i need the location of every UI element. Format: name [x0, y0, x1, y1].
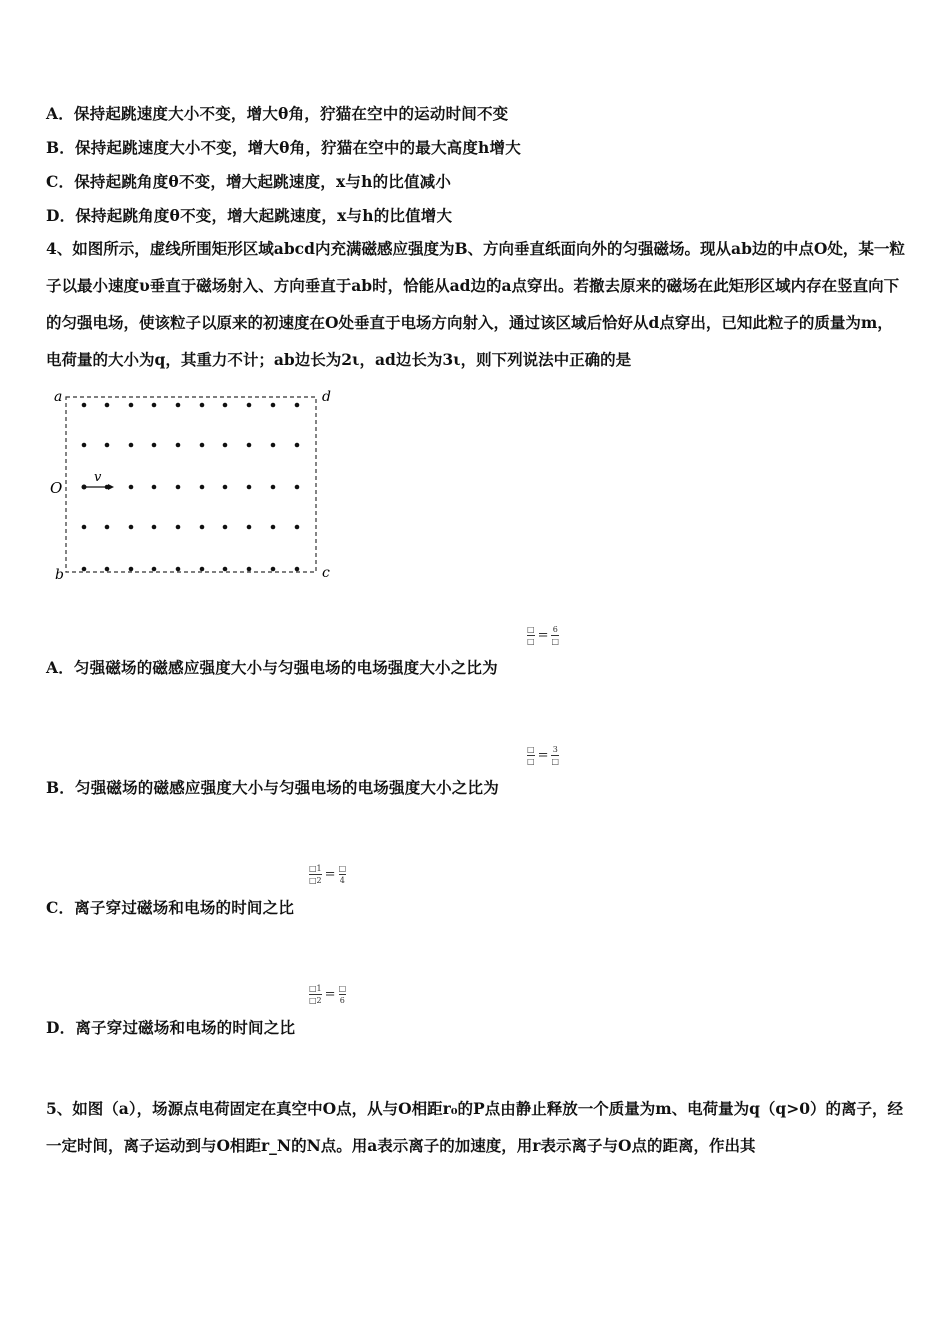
label-o: O — [50, 479, 63, 497]
field-dot — [223, 443, 228, 448]
ratio-formula-b: □ □ = 3 □ — [527, 745, 560, 766]
field-dot — [271, 485, 276, 490]
field-dot — [82, 403, 87, 408]
field-dot — [247, 443, 252, 448]
field-dot — [200, 443, 205, 448]
field-dot — [129, 485, 134, 490]
label-a: a — [54, 389, 63, 405]
field-dot — [152, 567, 157, 572]
field-dot — [152, 525, 157, 530]
q3-option-b: B．保持起跳速度大小不变，增大θ角，狞猫在空中的最大高度h增大 — [46, 138, 521, 157]
field-dot — [176, 525, 181, 530]
field-dot — [129, 525, 134, 530]
field-dot — [152, 403, 157, 408]
field-dot — [223, 567, 228, 572]
q4-stem: 4、如图所示，虚线所围矩形区域abcd内充满磁感应强度为B、方向垂直纸面向外的匀强磁场。现从ab边的中点O处，某一粒子以最小速度υ垂直于磁场射入、方向垂直于ab时，恰能从ad边的a点穿出。若撤去原来的磁场在此矩形区域内存在竖直向下的匀强电场，使该粒子以原来的初速度在O处垂直于电场方向射入，通过该区域后恰好从d点穿出，已知此粒子的质量为m，电荷量的大小为q，其重力不计；ab边长为2ι，ad边长为3ι，则下列说法中正确的是 — [46, 239, 905, 369]
magnetic-field-figure — [44, 385, 344, 585]
field-dot — [105, 403, 110, 408]
field-dot — [200, 403, 205, 408]
q3-option-c: C．保持起跳角度θ不变，增大起跳速度，x与h的比值减小 — [46, 172, 452, 191]
label-d: d — [322, 389, 331, 405]
field-dot — [82, 567, 87, 572]
particle-dot — [82, 485, 87, 490]
field-dot — [271, 567, 276, 572]
field-dot — [223, 525, 228, 530]
field-dot — [152, 443, 157, 448]
field-dot — [200, 567, 205, 572]
ratio-formula-d: $\frac{□1}{□2}$ = □ 6 — [309, 984, 347, 1005]
field-dot — [247, 403, 252, 408]
q4-option-c: C．离子穿过磁场和电场的时间之比 — [46, 898, 295, 917]
q5-stem: 5、如图（a），场源点电荷固定在真空中O点，从与O相距r₀的P点由静止释放一个质量为m、电荷量为q（q>0）的离子，经一定时间，离子运动到与O相距r_N的N点。用a表示离子的加速度，用r表示离子与O点的距离，作出其 — [46, 1099, 904, 1155]
q3-option-d: D．保持起跳角度θ不变，增大起跳速度，x与h的比值增大 — [46, 206, 453, 225]
field-dots — [82, 403, 300, 572]
field-dot — [129, 567, 134, 572]
velocity-arrowhead — [108, 484, 114, 490]
q4-option-d: D．离子穿过磁场和电场的时间之比 — [46, 1018, 296, 1037]
field-dot — [105, 567, 110, 572]
field-dot — [129, 403, 134, 408]
field-dot — [82, 525, 87, 530]
field-region-boundary — [66, 397, 316, 572]
field-dot — [176, 443, 181, 448]
q4-option-a: A．匀强磁场的磁感应强度大小与匀强电场的电场强度大小之比为 — [46, 658, 498, 677]
field-dot — [200, 485, 205, 490]
field-dot — [271, 525, 276, 530]
field-dot — [247, 525, 252, 530]
field-dot — [200, 525, 205, 530]
field-dot — [176, 485, 181, 490]
field-dot — [271, 403, 276, 408]
field-dot — [105, 443, 110, 448]
field-dot — [129, 443, 134, 448]
field-dot — [105, 525, 110, 530]
ratio-formula-c: $\frac{□1}{□2}$ = □ 4 — [309, 864, 347, 885]
ratio-formula-a: □ □ = 6 □ — [527, 625, 560, 646]
q4-option-b: B．匀强磁场的磁感应强度大小与匀强电场的电场强度大小之比为 — [46, 778, 499, 797]
field-dot — [295, 443, 300, 448]
field-dot — [247, 485, 252, 490]
field-dot — [223, 403, 228, 408]
field-dot — [247, 567, 252, 572]
q3-option-a: A．保持起跳速度大小不变，增大θ角，狞猫在空中的运动时间不变 — [46, 104, 509, 123]
field-dot — [295, 525, 300, 530]
field-dot — [223, 485, 228, 490]
field-dot — [82, 443, 87, 448]
field-dot — [271, 443, 276, 448]
field-dot — [295, 485, 300, 490]
field-dot — [295, 403, 300, 408]
label-c: c — [322, 565, 330, 581]
field-dot — [176, 567, 181, 572]
label-b: b — [55, 567, 64, 583]
label-v: v — [94, 470, 102, 485]
field-dot — [295, 567, 300, 572]
field-dot — [176, 403, 181, 408]
field-dot — [152, 485, 157, 490]
